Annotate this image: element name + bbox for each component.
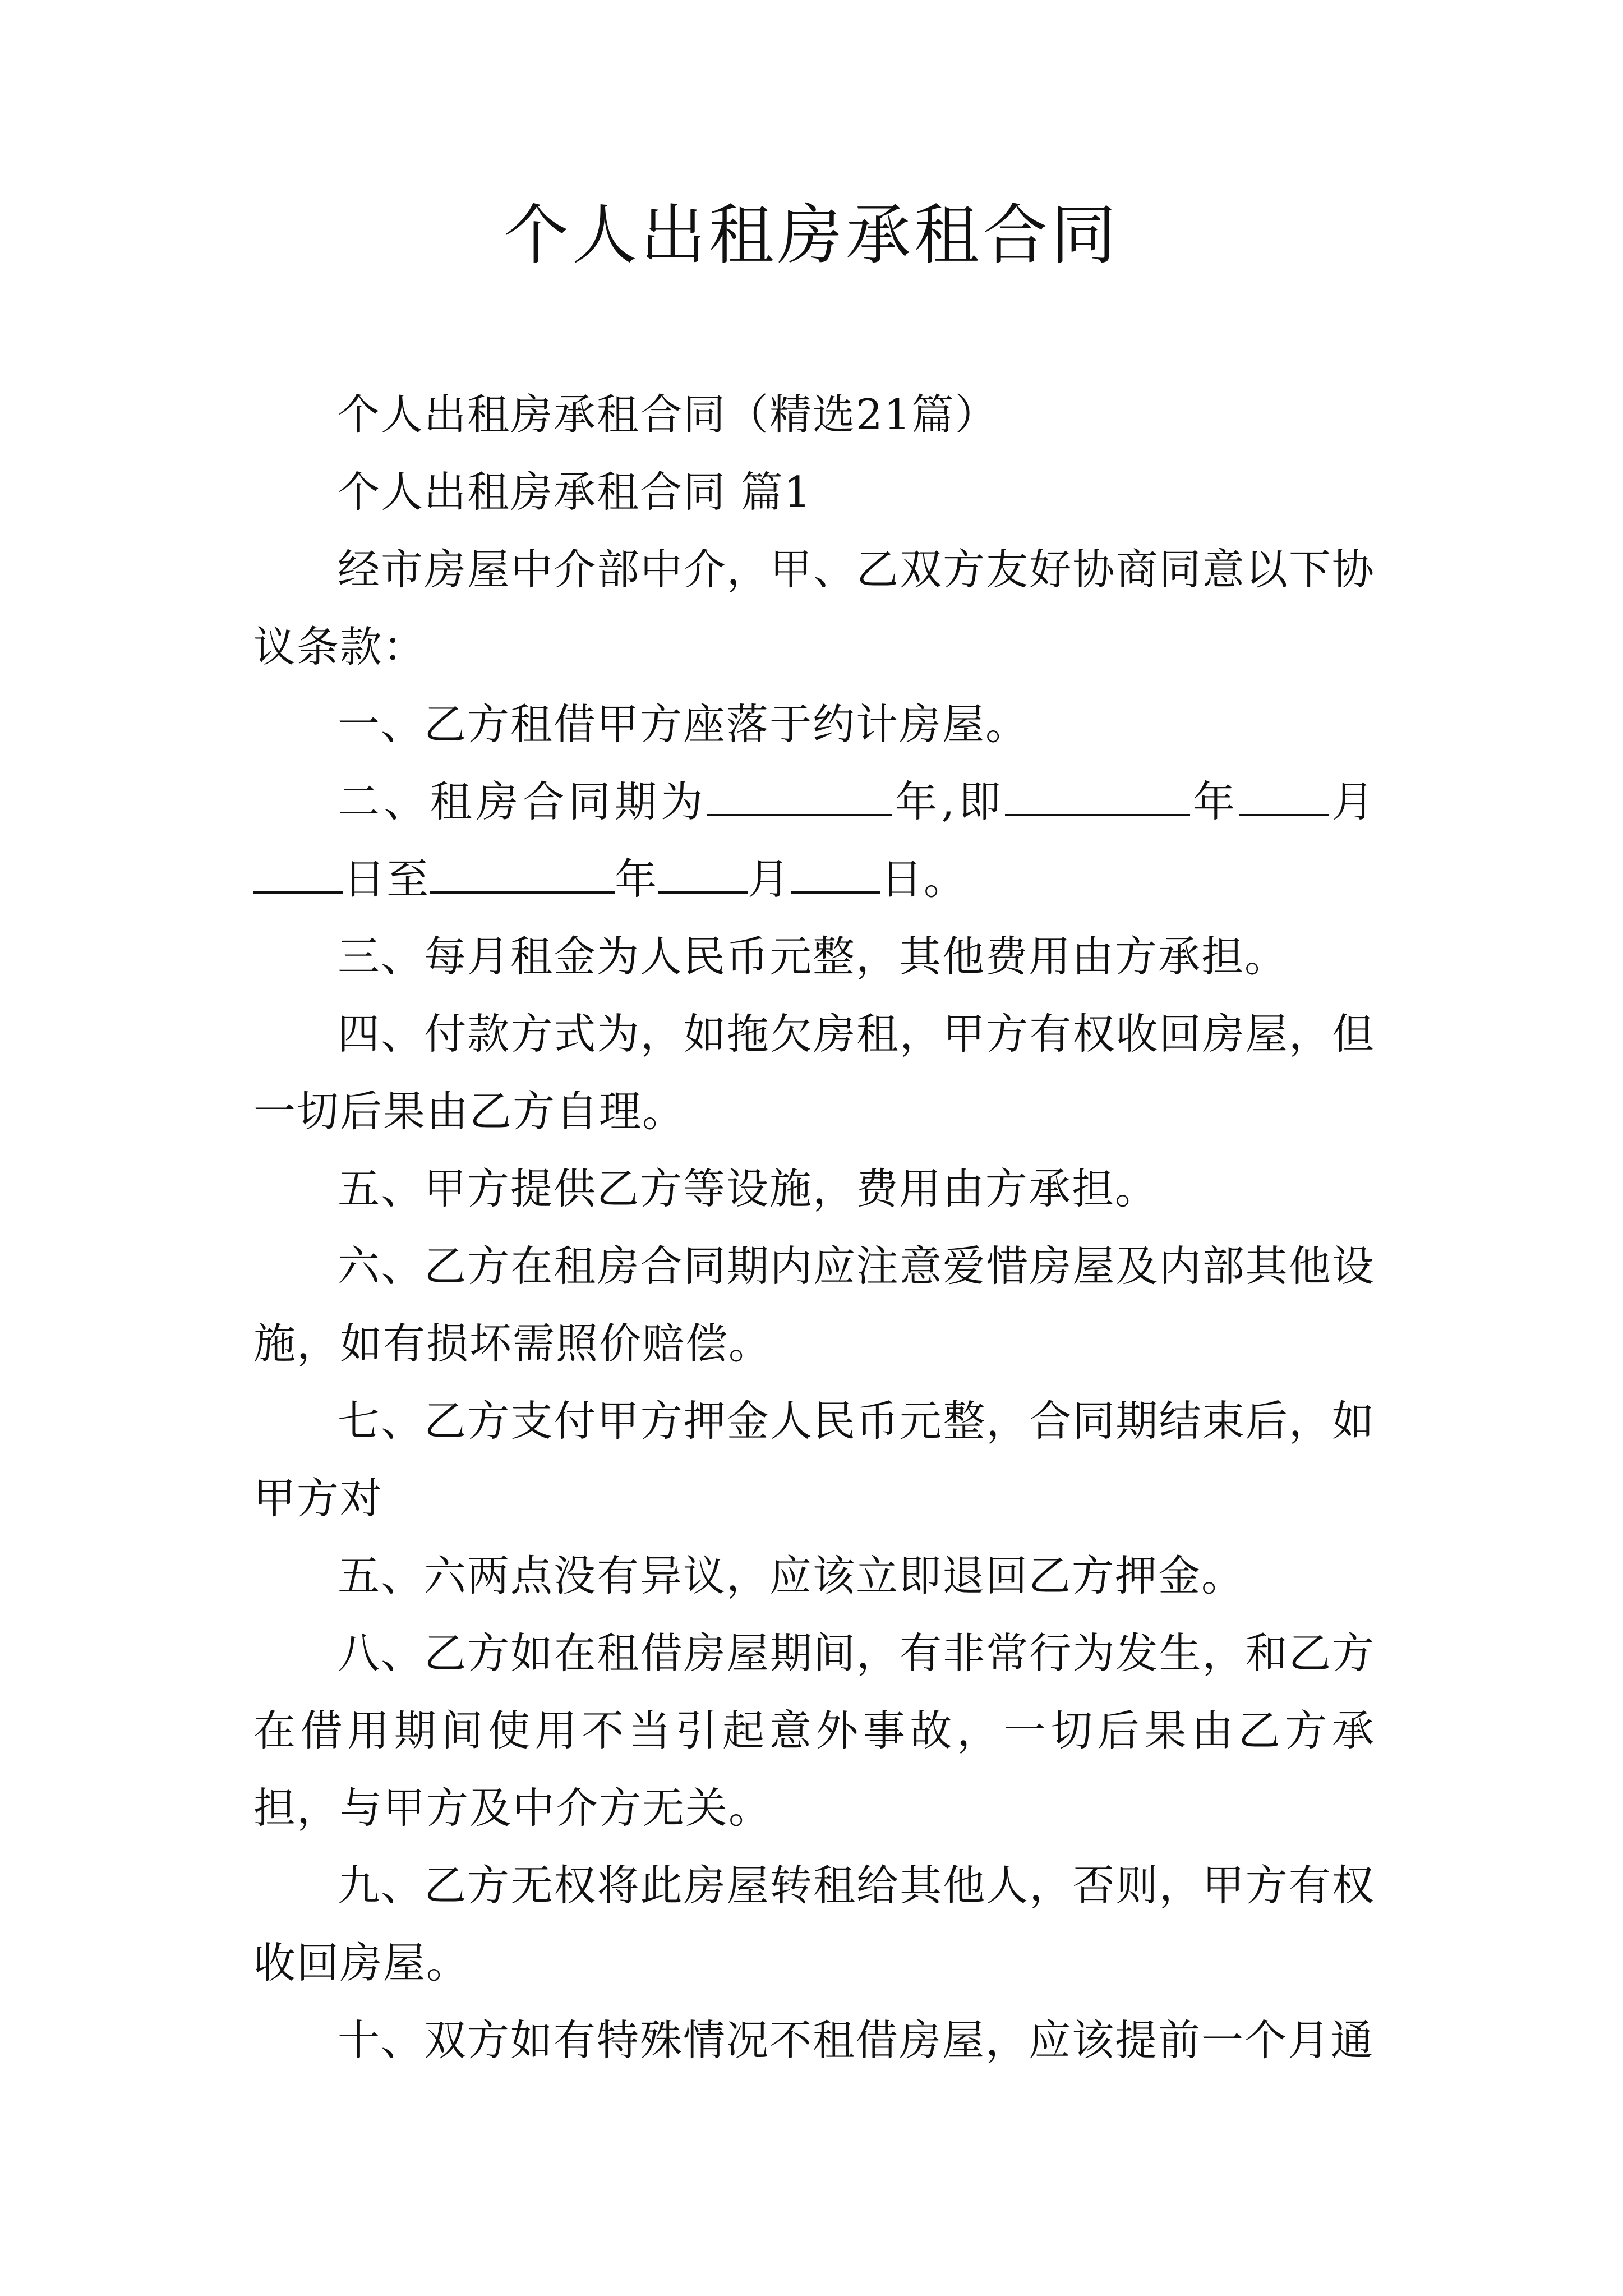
fill-blank-years <box>707 779 892 816</box>
clause-2-text: 年 <box>615 854 658 904</box>
clause-5: 五、甲方提供乙方等设施，费用由方承担。 <box>338 1164 1159 1213</box>
clause-2-text: 年,即 <box>892 777 1005 826</box>
clause-7-continued: 五、六两点没有异议，应该立即退回乙方押金。 <box>338 1551 1245 1600</box>
document-subheading: 个人出租房承租合同 篇1 <box>338 467 812 517</box>
clause-7: 七、乙方支付甲方押金人民币元整，合同期结束后，如甲方对 <box>253 1396 1375 1523</box>
document-body <box>253 376 1375 2079</box>
fill-blank-start-month <box>1239 779 1329 816</box>
clause-1: 一、乙方租借甲方座落于约计房屋。 <box>338 700 1029 749</box>
clause-8: 八、乙方如在租借房屋期间，有非常行为发生，和乙方在借用期间使用不当引起意外事故，一切后果由乙方承担，与甲方及中介方无关。 <box>253 1628 1375 1833</box>
clause-2-text: 日。 <box>880 854 967 904</box>
clause-6: 六、乙方在租房合同期内应注意爱惜房屋及内部其他设施，如有损坏需照价赔偿。 <box>253 1241 1375 1368</box>
fill-blank-start-year <box>1005 779 1190 816</box>
fill-blank-start-day <box>253 857 343 894</box>
clause-2-text: 年 <box>1189 777 1239 826</box>
clause-2-text: 月 <box>1329 777 1375 826</box>
clause-9: 九、乙方无权将此房屋转租给其他人，否则，甲方有权收回房屋。 <box>253 1861 1375 1987</box>
clause-2-text: 二、租房合同期为 <box>338 777 707 826</box>
document-title: 个人出租房承租合同 <box>504 197 1119 273</box>
clause-4: 四、付款方式为，如拖欠房租，甲方有权收回房屋，但一切后果由乙方自理。 <box>253 1009 1375 1136</box>
clause-3: 三、每月租金为人民币元整，其他费用由方承担。 <box>338 932 1288 981</box>
fill-blank-end-day <box>791 857 880 894</box>
clause-10: 十、双方如有特殊情况不租借房屋，应该提前一个月通 <box>338 2016 1375 2065</box>
fill-blank-end-month <box>658 857 748 894</box>
document-heading: 个人出租房承租合同（精选21篇） <box>338 390 998 439</box>
fill-blank-end-year <box>430 857 615 894</box>
clause-2-text: 日至 <box>343 854 430 904</box>
intro-paragraph: 经市房屋中介部中介，甲、乙双方友好协商同意以下协议条款： <box>253 545 1375 671</box>
clause-2-text: 月 <box>748 854 791 904</box>
clause-2 <box>253 763 1375 918</box>
